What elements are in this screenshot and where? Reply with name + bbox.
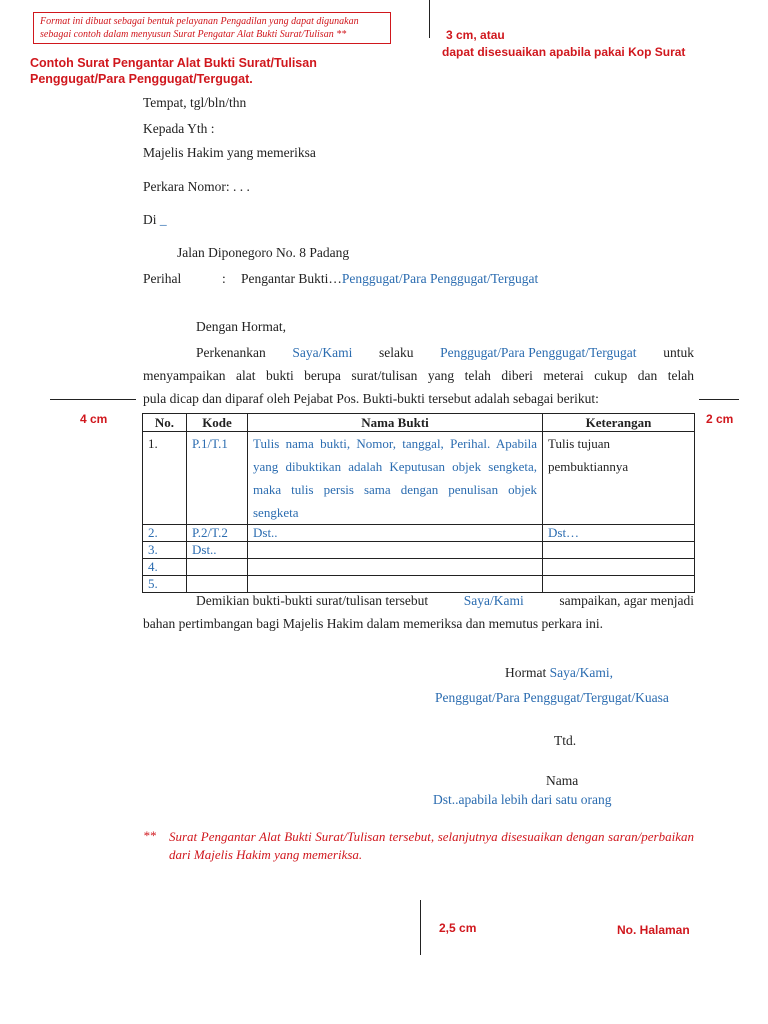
- page-number-label: No. Halaman: [617, 923, 690, 937]
- bottom-margin-label: 2,5 cm: [439, 921, 477, 935]
- di-label: Di: [143, 212, 157, 227]
- cell-no: 3.: [143, 542, 187, 559]
- cell-kode: Dst..: [187, 542, 248, 559]
- majelis-hakim: Majelis Hakim yang memeriksa: [143, 145, 316, 160]
- perihal-value: [241, 270, 538, 288]
- cell-nama: [248, 542, 543, 559]
- para2-line2: bahan pertimbangan bagi Majelis Hakim dalam memeriksa dan memutus perkara ini.: [143, 616, 603, 631]
- cell-nama: [248, 559, 543, 576]
- header-no: No.: [143, 414, 187, 432]
- cell-kode: [187, 576, 248, 593]
- tempat-tanggal: Tempat, tgl/bln/thn: [143, 95, 247, 110]
- cell-keterangan: [543, 542, 695, 559]
- para1-party: Penggugat/Para Penggugat/Tergugat: [440, 345, 637, 360]
- table-row: [143, 432, 695, 525]
- cell-no: 1.: [143, 432, 187, 525]
- cell-keterangan: [543, 559, 695, 576]
- doc-title: Contoh Surat Pengantar Alat Bukti Surat/Tulisan Penggugat/Para Penggugat/Tergugat.: [30, 56, 317, 86]
- signer-role: Penggugat/Para Penggugat/Tergugat/Kuasa: [435, 690, 669, 705]
- cell-keterangan: Dst…: [543, 525, 695, 542]
- header-nama-bukti: Nama Bukti: [248, 414, 543, 432]
- table-row: [143, 542, 695, 559]
- perihal-party: Penggugat/Para Penggugat/Tergugat: [341, 271, 539, 286]
- para1-line3: pula dicap dan diparaf oleh Pejabat Pos. Bukti-bukti tersebut adalah sebagai berikut:: [143, 391, 599, 406]
- top-margin-label: 3 cm, atau: [446, 28, 505, 42]
- perihal-label: Perihal: [143, 271, 182, 286]
- para1-word: Perkenankan: [196, 345, 266, 360]
- cell-kode: [187, 559, 248, 576]
- format-note-text: Format ini dibuat sebagai bentuk pelayanan Pengadilan yang dapat digunakan sebagai contoh dalam menyusun Surat Pengatar Alat Bukti Surat/Tulisan **: [40, 16, 359, 40]
- table-row: [143, 525, 695, 542]
- table-header-row: [143, 414, 695, 432]
- bottom-margin-marker: [420, 900, 421, 955]
- table-row: [143, 576, 695, 593]
- cell-keterangan: [543, 576, 695, 593]
- para2-c: sampaikan, agar menjadi: [559, 593, 694, 608]
- cell-nama: Tulis nama bukti, Nomor, tanggal, Perihal. Apabila yang dibuktikan adalah Keputusan objek sengketa, maka tulis persis sama dengan penulisan objek sengketa: [248, 432, 543, 525]
- hormat-party: Saya/Kami,: [549, 665, 613, 680]
- right-margin-label: 2 cm: [706, 412, 734, 426]
- cell-kode: P.2/T.2: [187, 525, 248, 542]
- header-kode: Kode: [187, 414, 248, 432]
- footnote-text: Surat Pengantar Alat Bukti Surat/Tulisan tersebut, selanjutnya disesuaikan dengan saran/perbaikan dari Majelis Hakim yang memeriksa.: [169, 829, 694, 862]
- right-margin-marker: [699, 399, 739, 400]
- cell-no: 5.: [143, 576, 187, 593]
- para2-line1: [196, 592, 694, 610]
- evidence-table: [142, 413, 695, 593]
- format-note-box: [33, 12, 391, 44]
- cell-nama: [248, 576, 543, 593]
- perihal-colon: :: [222, 271, 226, 286]
- cell-keterangan: Tulis tujuan pembuktiannya: [543, 432, 695, 525]
- cell-no: 2.: [143, 525, 187, 542]
- para1-line2: menyampaikan alat bukti berupa surat/tulisan yang telah diberi meterai cukup dan telah: [143, 368, 694, 383]
- signer-name: Nama: [546, 773, 579, 788]
- para2-a: Demikian bukti-bukti surat/tulisan tersebut: [196, 593, 429, 608]
- para1-word: selaku: [379, 345, 414, 360]
- left-margin-marker: [50, 399, 136, 400]
- ttd: Ttd.: [554, 733, 577, 748]
- para1-word: untuk: [663, 345, 694, 360]
- table-row: [143, 559, 695, 576]
- perihal-prefix: Pengantar Bukti…: [241, 271, 342, 286]
- di-blank: _: [159, 212, 167, 227]
- para2-party: Saya/Kami: [463, 593, 524, 608]
- para1-party-saya: Saya/Kami: [292, 345, 353, 360]
- left-margin-label: 4 cm: [80, 412, 108, 426]
- footnote-mark: **: [143, 828, 156, 843]
- hormat-prefix: Hormat: [505, 665, 547, 680]
- cell-kode: P.1/T.1: [187, 432, 248, 525]
- top-margin-marker: [429, 0, 430, 38]
- kop-surat-label: dapat disesuaikan apabila pakai Kop Surat: [442, 45, 686, 59]
- cell-no: 4.: [143, 559, 187, 576]
- salutation: Dengan Hormat,: [196, 319, 286, 334]
- perkara-nomor: Perkara Nomor: . . .: [143, 179, 250, 194]
- dst-note: Dst..apabila lebih dari satu orang: [433, 792, 612, 807]
- para1-line1: [196, 344, 694, 362]
- alamat: Jalan Diponegoro No. 8 Padang: [177, 245, 350, 260]
- di-line: [143, 211, 167, 229]
- cell-nama: Dst..: [248, 525, 543, 542]
- kepada-yth: Kepada Yth :: [143, 121, 215, 136]
- hormat-line: [505, 664, 613, 682]
- header-keterangan: Keterangan: [543, 414, 695, 432]
